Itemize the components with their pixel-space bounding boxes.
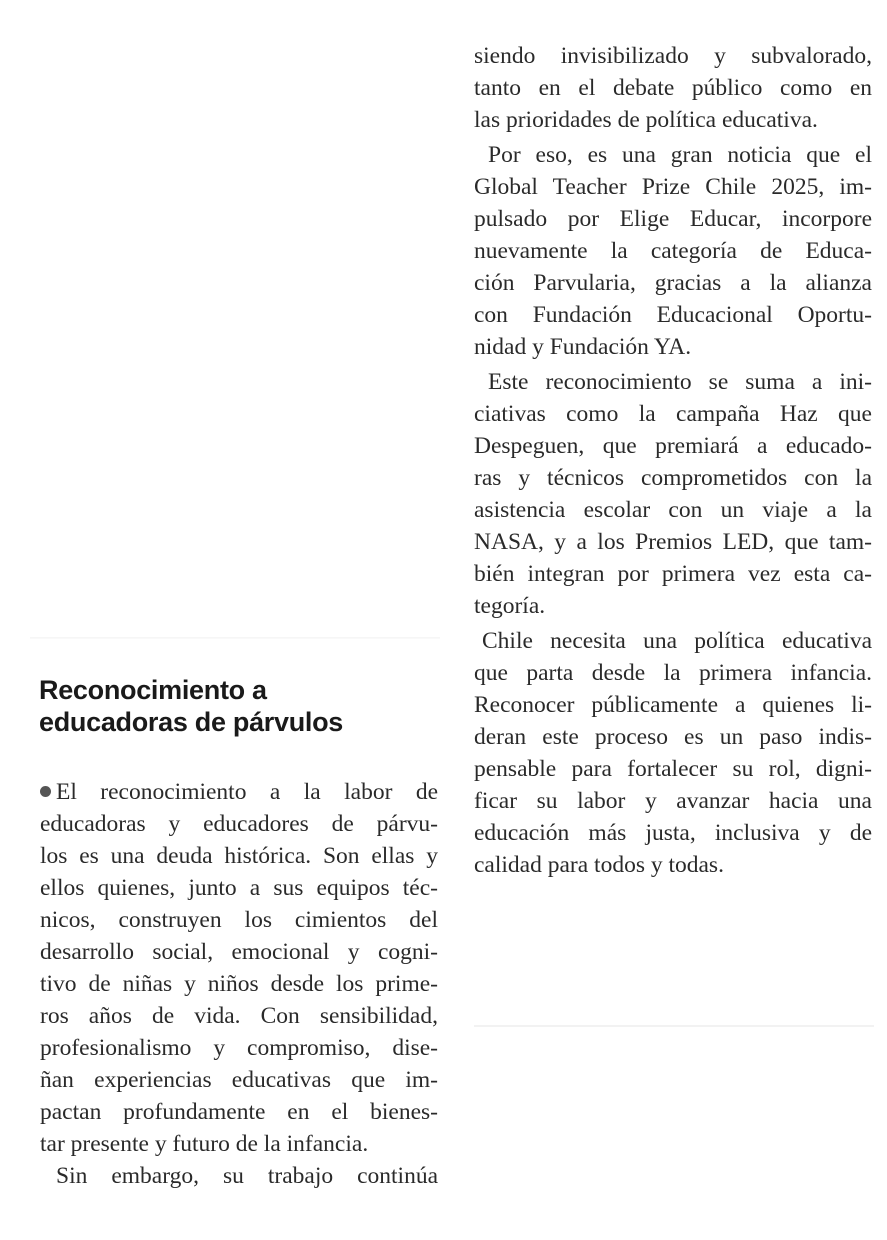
- right-line-25: educación más justa, inclusiva y de: [474, 820, 872, 846]
- left-line-2: educadoras y educadores de párvu-: [40, 811, 438, 837]
- right-line-14: ras y técnicos comprometidos con la: [474, 465, 872, 491]
- left-line-5: nicos, construyen los cimientos del: [40, 907, 438, 933]
- left-line-6: desarrollo social, emocional y cogni-: [40, 939, 438, 965]
- right-line-23: pensable para fortalecer su rol, digni-: [474, 756, 872, 782]
- right-line-2: tanto en el debate público como en: [474, 75, 872, 101]
- right-line-1: siendo invisibilizado y subvalorado,: [474, 43, 872, 69]
- right-line-6: pulsado por Elige Educar, incorpore: [474, 206, 872, 232]
- right-line-19: Chile necesita una política educativa: [482, 628, 872, 654]
- right-line-17: bién integran por primera vez esta ca-: [474, 561, 872, 587]
- right-line-15: asistencia escolar con un viaje a la: [474, 497, 872, 523]
- bottom-divider-right: [474, 1025, 874, 1027]
- right-line-11: Este reconocimiento se suma a ini-: [488, 369, 872, 395]
- right-line-24: ficar su labor y avanzar hacia una: [474, 788, 872, 814]
- left-line-3: los es una deuda histórica. Son ellas y: [40, 843, 438, 869]
- right-line-18: tegoría.: [474, 593, 546, 619]
- left-line-12: tar presente y futuro de la infancia.: [40, 1131, 369, 1157]
- left-line-10: ñan experiencias educativas que im-: [40, 1067, 438, 1093]
- left-line-7: tivo de niñas y niños desde los prime-: [40, 971, 438, 997]
- left-line-4: ellos quienes, junto a sus equipos téc-: [40, 875, 438, 901]
- right-line-7: nuevamente la categoría de Educa-: [474, 238, 872, 264]
- right-line-4: Por eso, es una gran noticia que el: [488, 142, 872, 168]
- right-line-21: Reconocer públicamente a quienes li-: [474, 692, 872, 718]
- left-line-8: ros años de vida. Con sensibilidad,: [40, 1003, 438, 1029]
- right-line-12: ciativas como la campaña Haz que: [474, 401, 872, 427]
- right-line-20: que parta desde la primera infancia.: [474, 660, 872, 686]
- right-line-5: Global Teacher Prize Chile 2025, im-: [474, 174, 872, 200]
- left-line-13: Sin embargo, su trabajo continúa: [56, 1163, 438, 1189]
- right-line-13: Despeguen, que premiará a educado-: [474, 433, 872, 459]
- right-line-22: deran este proceso es un paso indis-: [474, 724, 872, 750]
- heading-line-1: Reconocimiento a: [39, 675, 267, 705]
- heading-line-2: educadoras de párvulos: [39, 707, 344, 737]
- right-line-9: con Fundación Educacional Oportu-: [474, 302, 872, 328]
- left-line-1: El reconocimiento a la labor de: [40, 776, 438, 808]
- right-line-16: NASA, y a los Premios LED, que tam-: [474, 529, 872, 555]
- right-line-26: calidad para todos y todas.: [474, 852, 724, 878]
- bullet-icon: [40, 786, 51, 797]
- right-line-10: nidad y Fundación YA.: [474, 334, 692, 360]
- right-line-8: ción Parvularia, gracias a la alianza: [474, 270, 872, 296]
- left-line-9: profesionalismo y compromiso, dise-: [40, 1035, 438, 1061]
- left-line-11: pactan profundamente en el bienes-: [40, 1099, 438, 1125]
- right-line-3: las prioridades de política educativa.: [474, 107, 818, 133]
- top-divider-left: [30, 637, 440, 639]
